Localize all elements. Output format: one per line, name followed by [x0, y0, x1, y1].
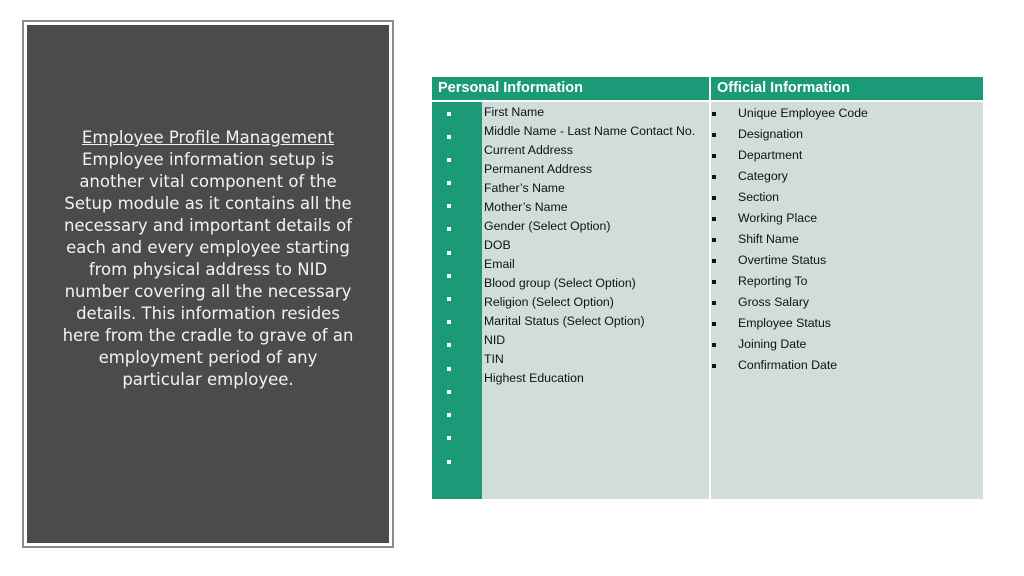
bullet-icon	[447, 135, 451, 139]
list-item: Permanent Address	[484, 162, 592, 176]
bullet-icon	[447, 436, 451, 440]
list-item: Category	[712, 166, 980, 187]
list-item: Unique Employee Code	[712, 103, 980, 124]
section-description: Employee information setup is another vital component of the Setup module as it contains all the necessary and important details of each and every employee starting from physical address to NID number covering all the necessary details. This information resides here from the cradle to grave of an employment period of any particular employee.	[62, 150, 354, 389]
list-item: Blood group (Select Option)	[484, 276, 636, 290]
list-item: Religion (Select Option)	[484, 295, 614, 309]
bullet-icon	[447, 367, 451, 371]
column-divider	[709, 77, 711, 499]
personal-info-list	[484, 103, 706, 388]
official-info-header: Official Information	[711, 77, 983, 100]
bullet-icon	[447, 251, 451, 255]
list-item: Mother’s Name	[484, 200, 568, 214]
list-item: First Name	[484, 105, 545, 119]
section-title: Employee Profile Management	[81, 128, 335, 147]
bullet-icon	[447, 204, 451, 208]
bullet-icon	[447, 460, 451, 464]
list-item: Email	[484, 257, 515, 271]
bullet-icon	[447, 227, 451, 231]
list-item: Father’s Name	[484, 181, 565, 195]
info-table	[432, 77, 983, 499]
list-item: Highest Education	[484, 371, 584, 385]
list-item: Shift Name	[712, 229, 980, 250]
bullet-icon	[447, 181, 451, 185]
list-item: Employee Status	[712, 313, 980, 334]
list-item: DOB	[484, 238, 511, 252]
list-item: Middle Name - Last Name Contact No.	[484, 124, 696, 138]
list-item: TIN	[484, 352, 504, 366]
bullet-icon	[447, 343, 451, 347]
personal-info-header: Personal Information	[432, 77, 709, 100]
list-item: Department	[712, 145, 980, 166]
bullet-icon	[447, 158, 451, 162]
list-item: Overtime Status	[712, 250, 980, 271]
bullet-icon	[447, 320, 451, 324]
official-info-list	[712, 103, 980, 376]
bullet-icon	[447, 112, 451, 116]
bullet-column	[432, 102, 482, 499]
list-item: Marital Status (Select Option)	[484, 314, 645, 328]
list-item: Current Address	[484, 143, 573, 157]
list-item: Section	[712, 187, 980, 208]
bullet-icon	[447, 297, 451, 301]
header-divider	[432, 100, 983, 102]
list-item: Gender (Select Option)	[484, 219, 611, 233]
list-item: NID	[484, 333, 506, 347]
bullet-icon	[447, 390, 451, 394]
left-text-block	[60, 127, 356, 391]
bullet-icon	[447, 274, 451, 278]
list-item: Reporting To	[712, 271, 980, 292]
list-item: Gross Salary	[712, 292, 980, 313]
list-item: Working Place	[712, 208, 980, 229]
list-item: Confirmation Date	[712, 355, 980, 376]
list-item: Joining Date	[712, 334, 980, 355]
bullet-icon	[447, 413, 451, 417]
list-item: Designation	[712, 124, 980, 145]
